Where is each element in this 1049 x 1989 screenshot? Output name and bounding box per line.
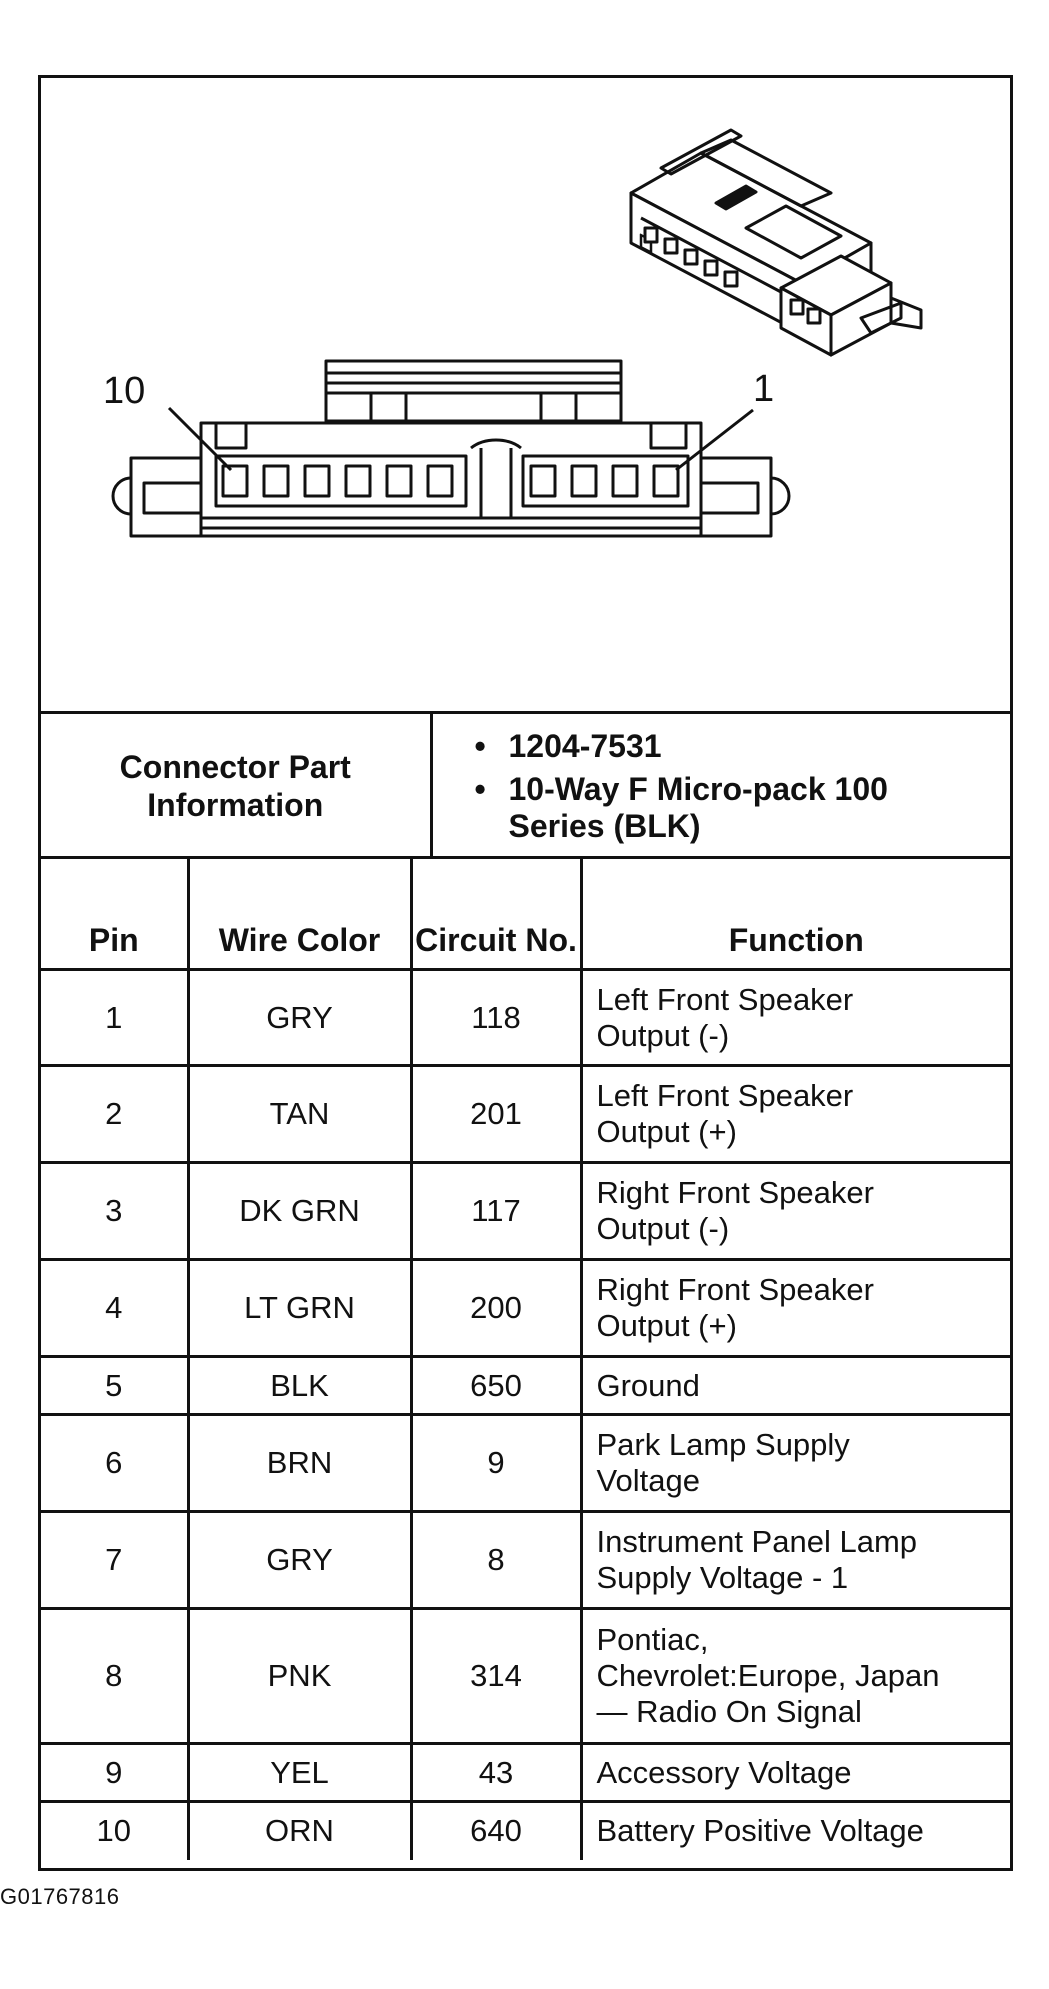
function-cell: Pontiac, Chevrolet:Europe, Japan — Radio On Signal [581,1609,1010,1744]
table-row [41,1802,1010,1860]
part-number-item: • 1204-7531 [474,727,662,764]
pin-cell: 8 [41,1609,188,1744]
connector-type: 10-Way F Micro-pack 100 Series (BLK) [508,770,888,844]
circuit-cell: 640 [411,1802,581,1860]
circuit-cell: 650 [411,1357,581,1415]
connector-iso-view [631,130,921,355]
figure-id: G01767816 [0,1884,120,1909]
header-wire-color: Wire Color [188,858,411,970]
header-pin: Pin [41,858,188,970]
function-cell: Left Front Speaker Output (+) [581,1066,1010,1163]
wire-color-cell: ORN [188,1802,411,1860]
wire-color-cell: LT GRN [188,1260,411,1357]
table-row [41,1512,1010,1609]
circuit-cell: 8 [411,1512,581,1609]
connector-type-item: • 10-Way F Micro-pack 100 Series (BLK) [474,770,888,844]
pin-cell: 5 [41,1357,188,1415]
table-row [41,1609,1010,1744]
wire-color-cell: YEL [188,1744,411,1802]
table-row [41,1066,1010,1163]
pin-table-header [41,858,1010,970]
connector-front-view [113,361,789,536]
connector-illustration [41,78,1010,711]
wire-color-cell: TAN [188,1066,411,1163]
circuit-cell: 118 [411,970,581,1066]
circuit-cell: 201 [411,1066,581,1163]
function-cell: Battery Positive Voltage [581,1802,1010,1860]
wire-color-cell: BLK [188,1357,411,1415]
table-row [41,970,1010,1066]
pin-cell: 10 [41,1802,188,1860]
wire-color-cell: GRY [188,970,411,1066]
connector-part-info [41,711,1010,858]
wire-color-cell: PNK [188,1609,411,1744]
connector-part-values [431,713,1010,859]
circuit-cell: 43 [411,1744,581,1802]
header-circuit: Circuit No. [411,858,581,970]
circuit-cell: 200 [411,1260,581,1357]
connector-part-label: Connector Part Information [41,713,431,859]
pin-cell: 4 [41,1260,188,1357]
wire-color-cell: GRY [188,1512,411,1609]
pin-1-callout: 1 [753,368,775,410]
pin-cell: 9 [41,1744,188,1802]
pin-cell: 3 [41,1163,188,1260]
connector-drawing [41,78,1010,711]
header-function: Function [581,858,1010,970]
wire-color-cell: DK GRN [188,1163,411,1260]
table-row [41,1415,1010,1512]
circuit-cell: 9 [411,1415,581,1512]
function-cell: Ground [581,1357,1010,1415]
function-cell: Park Lamp Supply Voltage [581,1415,1010,1512]
table-row [41,1260,1010,1357]
pin-table [41,856,1010,1860]
circuit-cell: 314 [411,1609,581,1744]
wire-color-cell: BRN [188,1415,411,1512]
table-row [41,1744,1010,1802]
function-cell: Right Front Speaker Output (+) [581,1260,1010,1357]
pin-cell: 1 [41,970,188,1066]
function-cell: Right Front Speaker Output (-) [581,1163,1010,1260]
pin-10-callout: 10 [103,370,146,412]
table-row [41,1357,1010,1415]
pin-cell: 7 [41,1512,188,1609]
function-cell: Accessory Voltage [581,1744,1010,1802]
pin-cell: 6 [41,1415,188,1512]
part-number: 1204-7531 [508,727,662,764]
function-cell: Left Front Speaker Output (-) [581,970,1010,1066]
connector-document [38,75,1013,1871]
pin-cell: 2 [41,1066,188,1163]
function-cell: Instrument Panel Lamp Supply Voltage - 1 [581,1512,1010,1609]
circuit-cell: 117 [411,1163,581,1260]
table-row [41,1163,1010,1260]
